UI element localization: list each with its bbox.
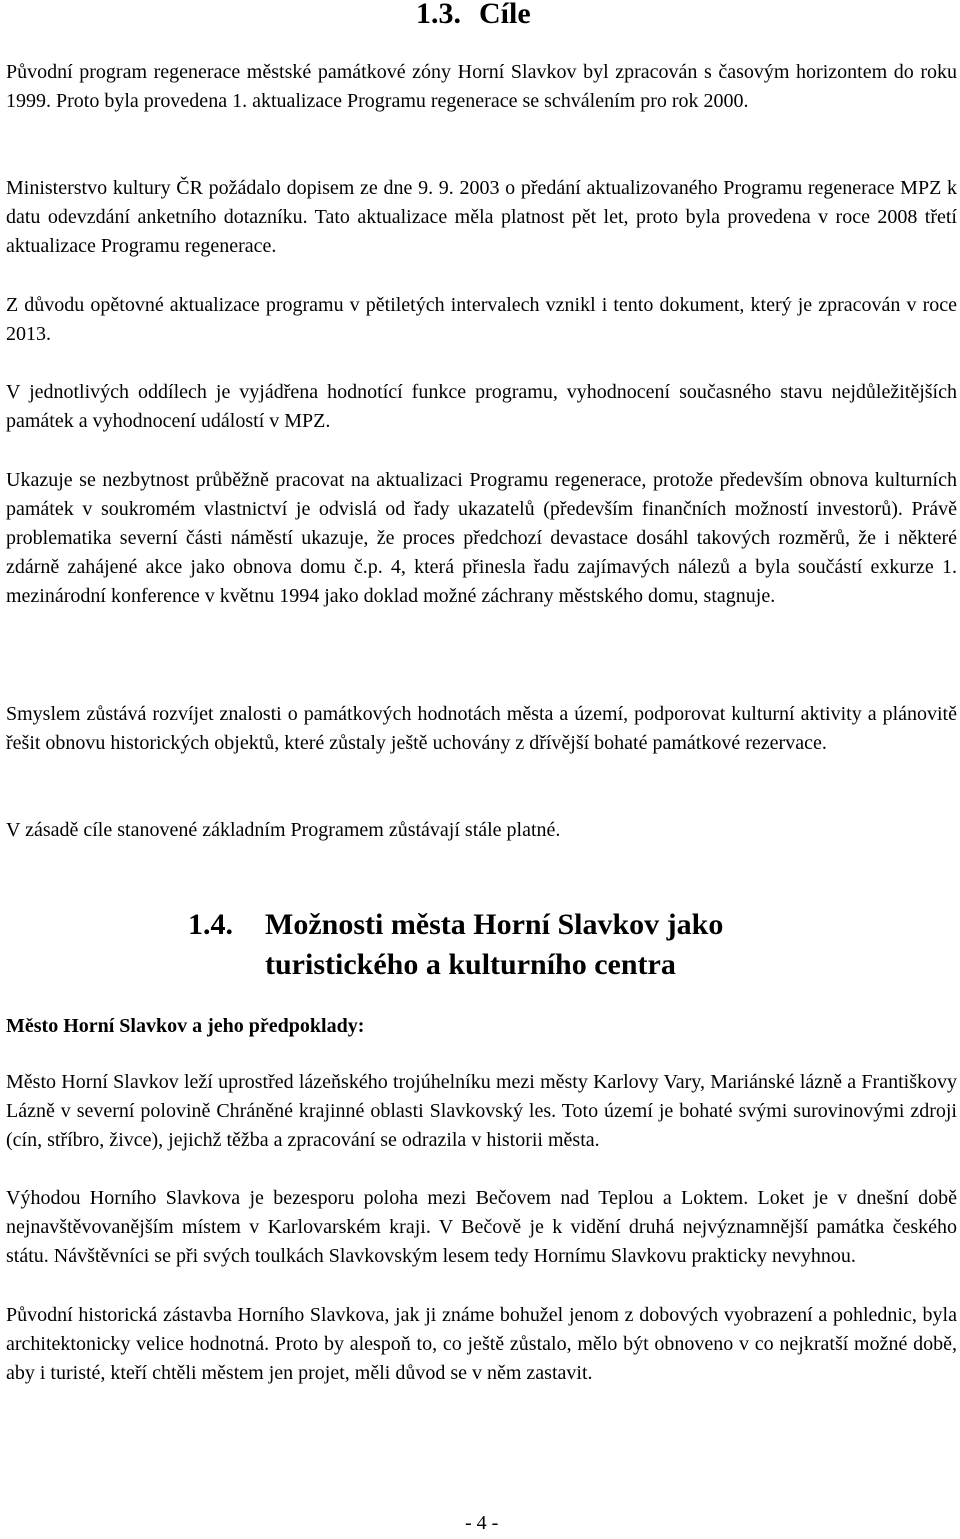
paragraph: V jednotlivých oddílech je vyjádřena hodnotící funkce programu, vyhodnocení současného stavu nejdůležitějších památek a vyhodnocení událostí v MPZ. [6,381,957,432]
paragraph: Ukazuje se nezbytnost průběžně pracovat na aktualizaci Programu regenerace, protože především obnova kulturních památek v soukromém vlastnictví je odvislá od řady ukazatelů (především finančních možností investorů). Právě problematika severní části náměstí ukazuje, že proces předchozí devastace dosáhl takových rozměrů, že i některé zdárně zahájené akce jako obnova domu č.p. 4, která přinesla řadu zajímavých nálezů a byla součástí exkurze 1. mezinárodní konference v květnu 1994 jako doklad možné záchrany městského domu, stagnuje. [6,469,957,607]
paragraph: Město Horní Slavkov leží uprostřed lázeňského trojúhelníku mezi městy Karlovy Vary, Mariánské lázně a Františkovy Lázně v severní polovině Chráněné krajinné oblasti Slavkovský les. Toto území je bohaté svými surovinovými zdroji (cín, stříbro, živce), jejichž těžba a zpracování se odrazila v historii města. [6,1071,957,1151]
page-number: - 4 - [465,1512,499,1534]
section-number: 1.4. [188,908,233,941]
paragraph: Smyslem zůstává rozvíjet znalosti o památkových hodnotách města a území, podporovat kulturní aktivity a plánovitě řešit obnovu historických objektů, které zůstaly ještě uchovány z dřívější bohaté památkové rezervace. [6,703,957,754]
section-heading-1-3 [416,0,531,32]
paragraph: Ministerstvo kultury ČR požádalo dopisem ze dne 9. 9. 2003 o předání aktualizovaného Programu regenerace MPZ k datu odevzdání anketního dotazníku. Tato aktualizace měla platnost pět let, proto byla provedena v roce 2008 třetí aktualizace Programu regenerace. [6,177,957,257]
paragraph: Původní historická zástavba Horního Slavkova, jak ji známe bohužel jenom z dobových vyobrazení a pohlednic, byla architektonicky velice hodnotná. Proto by alespoň to, co ještě zůstalo, mělo být obnoveno v co nejkratší možné době, aby i turisté, kteří chtěli městem jen projet, měli důvod se v něm zastavit. [6,1304,957,1384]
paragraph: Z důvodu opětovné aktualizace programu v pětiletých intervalech vznikl i tento dokument, který je zpracován v roce 2013. [6,294,957,345]
section-title-line2: turistického a kulturního centra [265,948,676,981]
section-title: Cíle [479,0,531,30]
document-page [6,0,957,1539]
paragraph: Výhodou Horního Slavkova je bezesporu poloha mezi Bečovem nad Teplou a Loktem. Loket je v dnešní době nejnavštěvovanějším místem v Karlovarském kraji. V Bečově je k vidění druhá nejvýznamnější památka českého státu. Návštěvníci se při svých toulkách Slavkovským lesem tedy Hornímu Slavkovu prakticky nevyhnou. [6,1187,957,1267]
section-heading-1-4 [188,905,808,985]
subheading: Město Horní Slavkov a jeho předpoklady: [6,1015,365,1037]
section-title-line1: Možnosti města Horní Slavkov jako [265,908,724,941]
paragraph: V zásadě cíle stanovené základním Programem zůstávají stále platné. [6,819,561,841]
section-number: 1.3. [416,0,461,30]
paragraph: Původní program regenerace městské památkové zóny Horní Slavkov byl zpracován s časovým horizontem do roku 1999. Proto byla provedena 1. aktualizace Programu regenerace se schválením pro rok 2000. [6,61,957,112]
